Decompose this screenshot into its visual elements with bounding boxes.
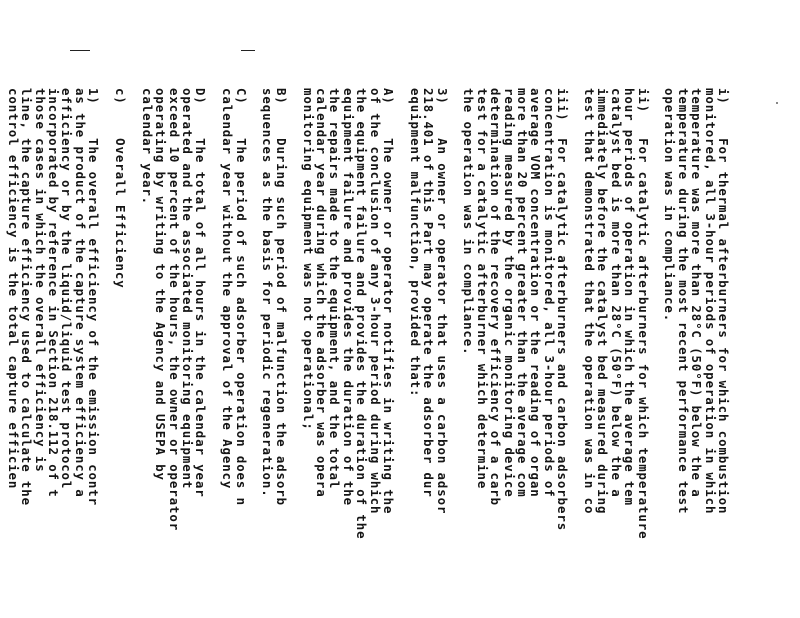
- text-line: equipment malfunction, provided that:: [407, 88, 423, 398]
- text-line: concentration is monitored, all 3-hour periods of: [541, 88, 557, 498]
- text-line: equipment failure and provides the duration of the: [340, 88, 356, 506]
- text-line: efficiency or by the liquid/liquid test protocol: [59, 88, 75, 490]
- text-line: calendar year without the approval of the Agency: [220, 88, 236, 490]
- text-line: those cases in which the overall efficiency is: [32, 88, 48, 473]
- text-line: incorporated by reference in Section 218.112 of t: [46, 88, 61, 498]
- text-line: of the conclusion of any 3-hour period during which: [367, 88, 383, 515]
- text-line: C) The period of such adsorber operation does n: [233, 88, 249, 506]
- text-line: more than 20 percent greater than the average com: [515, 88, 530, 498]
- text-line: sequences as the basis for periodic regeneration.: [260, 88, 276, 498]
- margin-mark-right: [241, 50, 255, 51]
- text-line: B) During such period of malfunction the adsorb: [273, 88, 289, 506]
- text-line: temperature was more than 28°C (50°F) below the a: [689, 88, 705, 498]
- text-line: line, the capture efficiency used to calculate the: [19, 88, 35, 506]
- text-line: i) For thermal afterburners for which combustion: [716, 88, 731, 515]
- text-line: the equipment failure and provides the duration of the: [354, 88, 370, 540]
- text-line: c) Overall Efficiency: [113, 88, 128, 289]
- text-line: operated and the associated monitoring equipment: [180, 88, 195, 490]
- margin-mark-left: [70, 50, 90, 51]
- text-line: hour periods of operation in which the average tem: [622, 88, 638, 506]
- text-line: the operation was in compliance.: [461, 88, 477, 356]
- text-line: control efficiency is the total capture efficien: [5, 88, 21, 490]
- text-line: reading measured by the organic monitoring device: [501, 88, 517, 498]
- text-line: operating by writing to the Agency and USEPA by: [153, 88, 169, 481]
- text-line: test for a catalytic afterburner which determine: [474, 88, 490, 490]
- text-line: calendar year during which the adsorber was opera: [314, 88, 329, 498]
- text-line: determination of the recovery efficiency of a carb: [488, 88, 504, 506]
- text-line: catalyst bed is more than 28°C (50°F) below the a: [608, 88, 624, 498]
- text-line: 3) An owner or operator that uses a carbon adsor: [434, 88, 450, 515]
- text-line: exceed 10 percent of the hours, the owner or operator: [166, 88, 182, 532]
- text-line: monitored, all 3-hour periods of operation in which: [702, 88, 718, 515]
- text-line: ii) For catalytic afterburners for which temperature: [635, 88, 651, 540]
- text-line: temperature during the most recent performance test: [675, 88, 691, 515]
- text-line: test that demonstrated that the operation was in co: [582, 88, 597, 515]
- text-line: the repairs made to the equipment, and the total: [327, 88, 343, 490]
- text-line: iii) For catalytic afterburners and carbon adsorbers: [555, 88, 571, 532]
- scan-speck: [776, 102, 778, 104]
- text-line: A) The owner or operator notifies in writing the: [381, 88, 396, 515]
- text-line: calendar year.: [139, 88, 155, 206]
- text-line: as the product of the capture system efficiency a: [72, 88, 88, 498]
- text-line: immediately before the catalyst bed measured during: [595, 88, 611, 515]
- text-line: D) The total of all hours in the calendar year: [193, 88, 209, 498]
- text-line: 218.401 of this Part may operate the adsorber dur: [421, 88, 437, 498]
- text-line: 1) The overall efficiency of the emission contr: [86, 88, 102, 506]
- text-line: monitoring equipment was not operational;: [300, 88, 316, 431]
- text-line: average VOM concentration or the reading of organ: [528, 88, 544, 498]
- text-line: operation was in compliance.: [662, 88, 678, 323]
